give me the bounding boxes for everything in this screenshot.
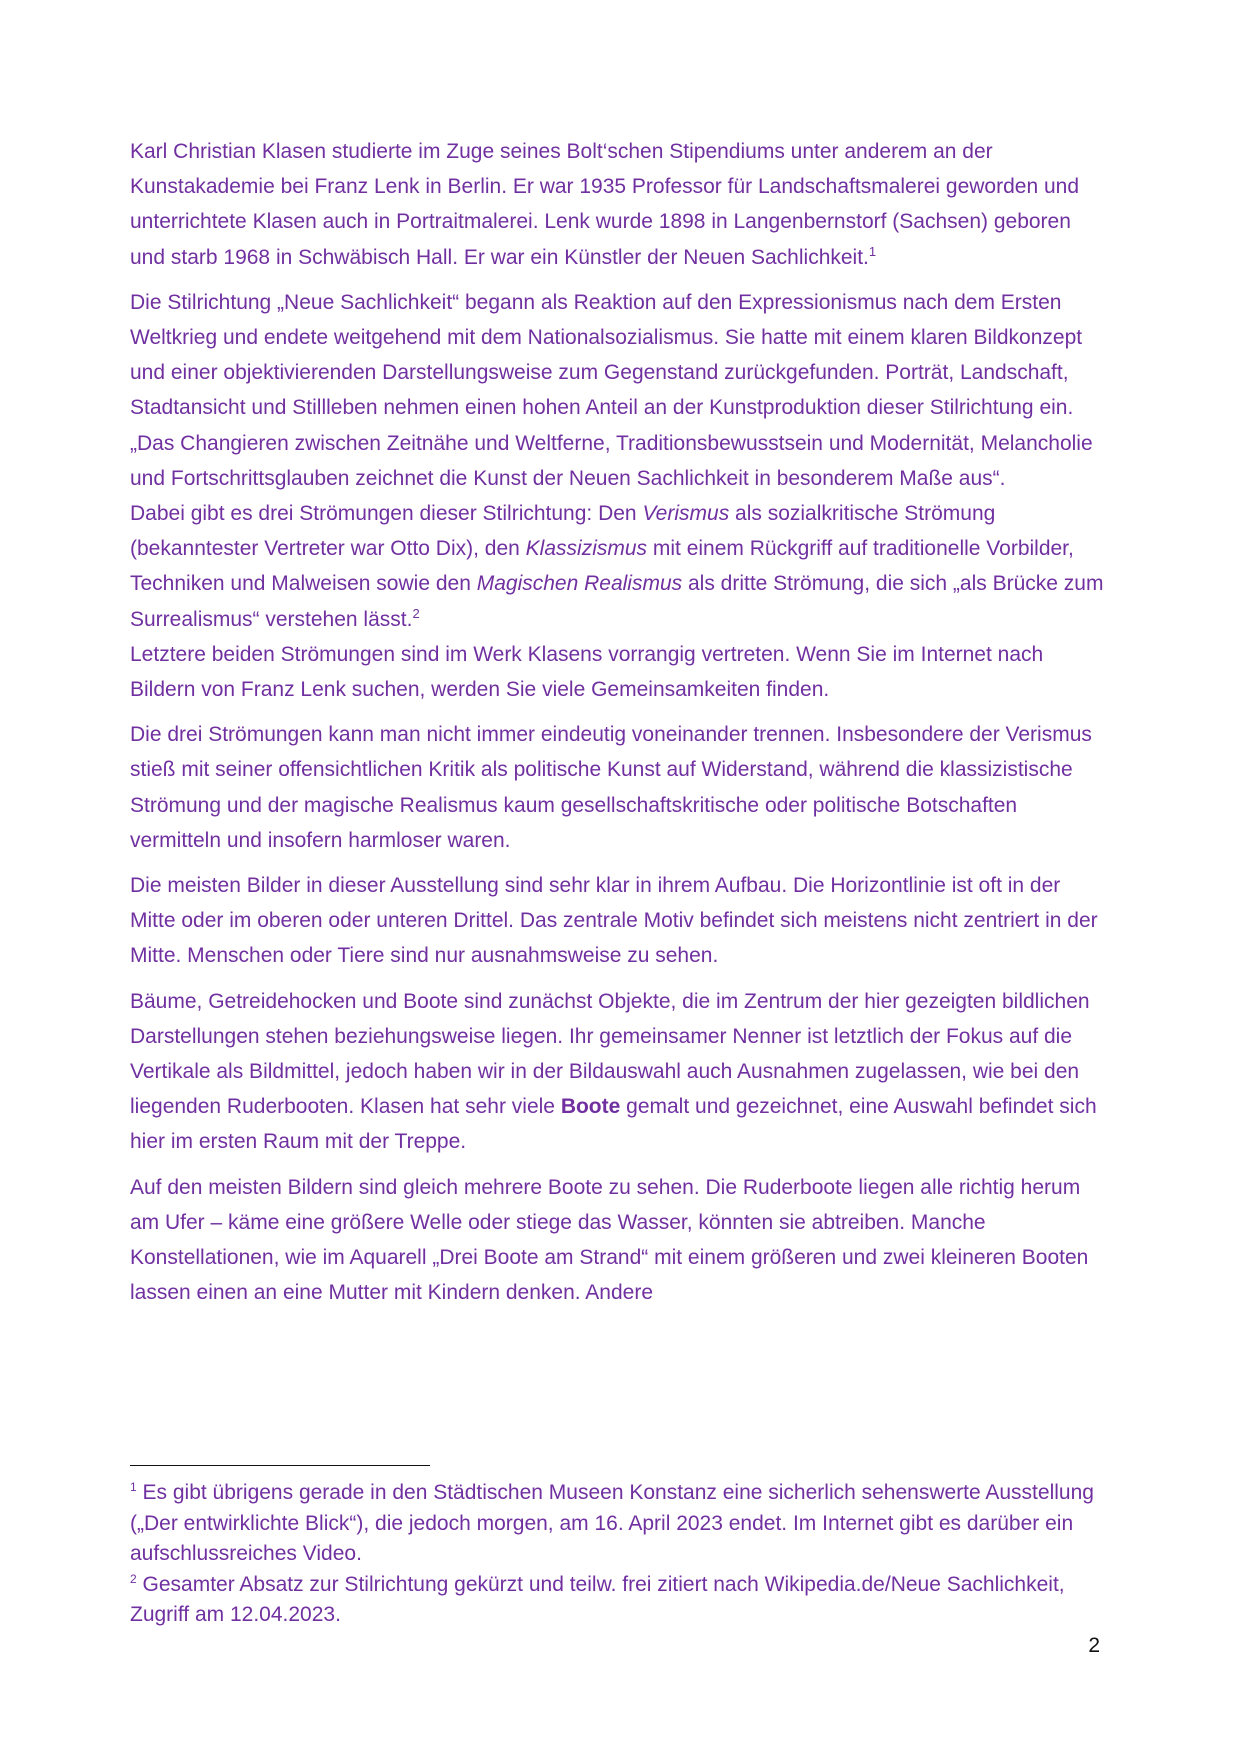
page-number: 2 (1088, 1634, 1100, 1657)
stroemungen-text-c: mit einem Rückgriff auf traditionelle Vorbilder, Techniken und Malweisen sowie den (130, 537, 1074, 596)
footnote-1-mark: 1 (130, 1480, 137, 1494)
boote-text-a: Bäume, Getreidehocken und Boote sind zunächst Objekte, die im Zentrum der hier gezeigten bildlichen Darstellungen stehen beziehungsweise liegen. Ihr gemeinsamer Nenner ist letztlich der Fokus auf die Vertikale als Bildmittel, jedoch haben wir in der Bildauswahl auch Ausnahmen zugelassen, wie bei den liegenden Ruderbooten. Klasen hat sehr viele (130, 989, 1090, 1119)
boote-text-b: gemalt und gezeichnet, eine Auswahl befindet sich hier im ersten Raum mit der Treppe. (130, 1095, 1097, 1154)
paragraph-ruderboote: Auf den meisten Bildern sind gleich mehrere Boote zu sehen. Die Ruderboote liegen alle richtig herum am Ufer – käme eine größere Welle oder stiege das Wasser, könnten sie abtreiben. Manche Konstellationen, wie im Aquarell „Drei Boote am Strand“ mit einem größeren und zwei kleineren Booten lassen einen an eine Mutter mit Kindern denken. Andere (130, 1175, 1089, 1305)
footnote-ref-1[interactable]: 1 (868, 243, 877, 259)
footnote-separator (130, 1465, 430, 1466)
term-boote: Boote (560, 1095, 621, 1119)
paragraph-boote (130, 984, 1110, 1160)
body-text (130, 134, 1110, 1311)
footnotes (130, 1478, 1110, 1631)
stroemungen-text-d: als dritte Strömung, die sich „als Brücke zum Surrealismus“ verstehen lässt. (130, 572, 1104, 631)
term-verismus: Verismus (642, 502, 730, 526)
footnote-ref-2[interactable]: 2 (412, 605, 420, 621)
paragraph-trennung: Die drei Strömungen kann man nicht immer eindeutig voneinander trennen. Insbesondere der Verismus stieß mit seiner offensichtlichen Kritik als politische Kunst auf Widerstand, während die klassizistische Strömung und der magische Realismus kaum gesellschaftskritische oder politische Botschaften vermitteln und insofern harmloser waren. (130, 723, 1092, 852)
paragraph-stroemungen (130, 496, 1110, 637)
term-klassizismus: Klassizismus (525, 537, 648, 561)
paragraph-lenk-text: Karl Christian Klasen studierte im Zuge seines Bolt‘schen Stipendiums unter anderem an der Kunstakademie bei Franz Lenk in Berlin. Er war 1935 Professor für Landschaftsmalerei geworden und unterrichtete Klasen auch in Portraitmalerei. Lenk wurde 1898 in Langenbernstorf (Sachsen) geboren und starb 1968 in Schwäbisch Hall. Er war ein Künstler der Neuen Sachlichkeit. (130, 140, 1080, 269)
term-magischer-realismus: Magischen Realismus (476, 572, 683, 596)
paragraph-lenk (130, 134, 1110, 275)
footnote-2-text: Gesamter Absatz zur Stilrichtung gekürzt und teilw. frei zitiert nach Wikipedia.de/Neue Sachlichkeit, Zugriff am 12.04.2023. (130, 1572, 1065, 1626)
footnote-2 (130, 1570, 1110, 1631)
stroemungen-text-a: Dabei gibt es drei Strömungen dieser Stilrichtung: Den (130, 502, 643, 526)
paragraph-bildaufbau: Die meisten Bilder in dieser Ausstellung sind sehr klar in ihrem Aufbau. Die Horizontlinie ist oft in der Mitte oder im oberen oder unteren Drittel. Das zentrale Motiv befindet sich meistens nicht zentriert in der Mitte. Menschen oder Tiere sind nur ausnahmsweise zu sehen. (130, 874, 1098, 968)
footnote-1-text: Es gibt übrigens gerade in den Städtischen Museen Konstanz eine sicherlich sehenswerte Ausstellung („Der entwirklichte Blick“), die jedoch morgen, am 16. April 2023 endet. Im Internet gibt es darüber ein aufschlussreiches Video. (130, 1481, 1094, 1565)
footnote-2-mark: 2 (130, 1571, 137, 1586)
stroemungen-text-b: als sozialkritische Strömung (bekanntester Vertreter war Otto Dix), den (130, 502, 996, 561)
paragraph-werk-klasens: Letztere beiden Strömungen sind im Werk Klasens vorrangig vertreten. Wenn Sie im Internet nach Bildern von Franz Lenk suchen, werden Sie viele Gemeinsamkeiten finden. (130, 642, 1044, 702)
paragraph-stilrichtung: Die Stilrichtung „Neue Sachlichkeit“ begann als Reaktion auf den Expressionismus nach dem Ersten Weltkrieg und endete weitgehend mit dem Nationalsozialismus. Sie hatte mit einem klaren Bildkonzept und einer objektivierenden Darstellungsweise zum Gegenstand zurückgefunden. Porträt, Landschaft, Stadtansicht und Stillleben nehmen einen hohen Anteil an der Kunstproduktion dieser Stilrichtung ein. „Das Changieren zwischen Zeitnähe und Weltferne, Traditionsbewusstsein und Modernität, Melancholie und Fortschrittsglauben zeichnet die Kunst der Neuen Sachlichkeit in besonderem Maße aus“. (130, 290, 1093, 490)
footnote-1 (130, 1478, 1110, 1570)
